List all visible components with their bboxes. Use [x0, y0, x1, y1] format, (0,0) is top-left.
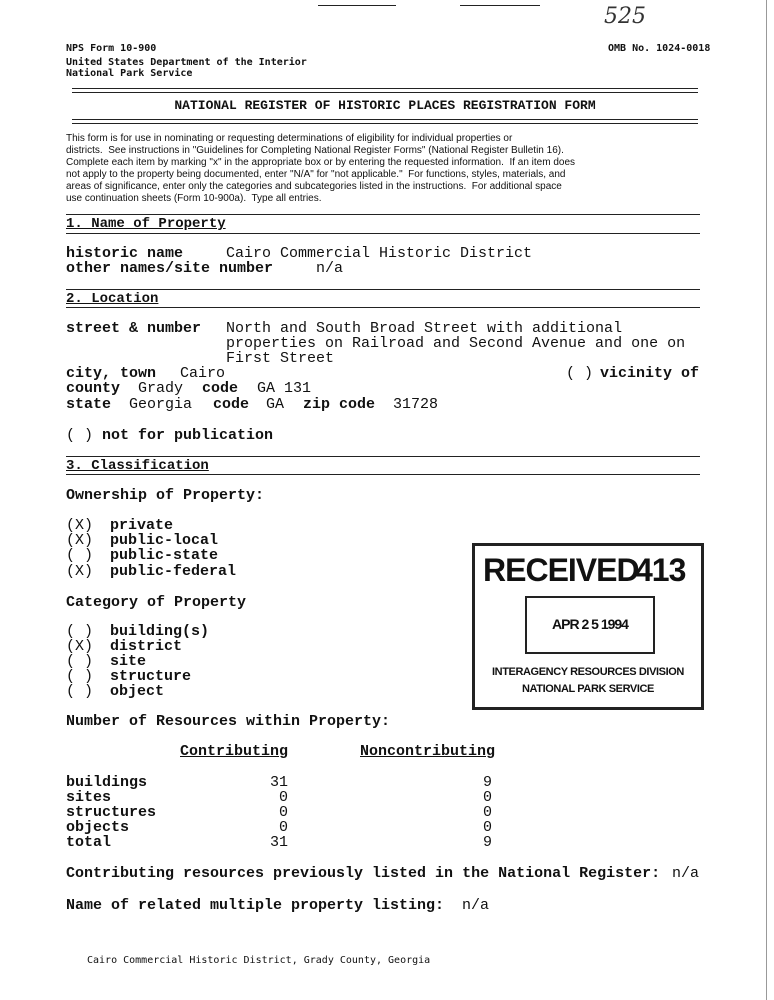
resource-row-label: sites [66, 789, 112, 806]
instruction-line: This form is for use in nominating or requesting determinations of eligibility for individual properties or [66, 133, 513, 144]
ownership-checkbox[interactable]: ( ) [66, 547, 94, 564]
zip-label: zip code [303, 396, 376, 413]
stamp-service: NATIONAL PARK SERVICE [522, 683, 654, 695]
state-code-label: code [213, 396, 250, 413]
contributing-header: Contributing [180, 743, 289, 760]
stamp-number: 413 [635, 552, 686, 588]
instruction-line: Complete each item by marking "x" in the appropriate box or by entering the requested information. If an item does [66, 157, 576, 168]
resource-row-label: objects [66, 819, 130, 836]
city-label: city, town [66, 365, 157, 382]
title-rule-top [72, 88, 698, 93]
stamp-division: INTERAGENCY RESOURCES DIVISION [492, 666, 684, 678]
section-2-heading: 2. Location [66, 291, 159, 307]
category-checkbox[interactable]: ( ) [66, 653, 94, 670]
ownership-option: public-local [110, 532, 219, 549]
section-rule [66, 214, 700, 215]
related-listing-value: n/a [462, 897, 490, 914]
department: United States Department of the Interior [66, 57, 307, 68]
noncontributing-count: 9 [482, 834, 492, 851]
instructions [66, 133, 706, 205]
instruction-line: districts. See instructions in "Guidelines for Completing National Register Forms" (National Register Bulletin 16). [66, 145, 564, 156]
form-title: NATIONAL REGISTER OF HISTORIC PLACES REGISTRATION FORM [174, 98, 596, 113]
stamp-date-box [525, 596, 655, 654]
ownership-option: public-state [110, 547, 219, 564]
other-names-label: other names/site number [66, 260, 274, 277]
ownership-checkbox[interactable]: (X) [66, 532, 94, 549]
vicinity-label: vicinity of [600, 365, 700, 382]
category-checkbox[interactable]: ( ) [66, 683, 94, 700]
instruction-line: areas of significance, enter only the categories and subcategories listed in the instructions. For additional space [66, 181, 562, 192]
vicinity-checkbox[interactable]: ( ) [566, 365, 594, 382]
historic-name-value: Cairo Commercial Historic District [226, 245, 533, 262]
scan-mark-line [318, 5, 396, 6]
title-rule-bottom [72, 119, 698, 124]
street-line: North and South Broad Street with additional [226, 320, 623, 337]
section-rule [66, 289, 700, 290]
resource-row-label: structures [66, 804, 157, 821]
noncontributing-header: Noncontributing [360, 743, 496, 760]
category-checkbox[interactable]: (X) [66, 638, 94, 655]
footer-text: Cairo Commercial Historic District, Grady County, Georgia [87, 955, 431, 966]
category-option: site [110, 653, 147, 670]
agency: National Park Service [66, 68, 193, 79]
instruction-line: use continuation sheets (Form 10-900a). Type all entries. [66, 193, 322, 204]
received-stamp [472, 543, 704, 710]
ownership-option: public-federal [110, 563, 237, 580]
contributing-count: 0 [278, 804, 288, 821]
historic-name-label: historic name [66, 245, 184, 262]
resources-label: Number of Resources within Property: [66, 713, 391, 730]
contributing-count: 0 [278, 789, 288, 806]
category-label: Category of Property [66, 594, 247, 611]
street-label: street & number [66, 320, 202, 337]
category-checkbox[interactable]: ( ) [66, 623, 94, 640]
contributing-count: 31 [269, 774, 288, 791]
state-label: state [66, 396, 112, 413]
county-label: county [66, 380, 121, 397]
category-checkbox[interactable]: ( ) [66, 668, 94, 685]
category-option: district [110, 638, 183, 655]
omb-number: OMB No. 1024-0018 [608, 43, 711, 54]
state-code-value: GA [266, 396, 285, 413]
ownership-checkbox[interactable]: (X) [66, 563, 94, 580]
county-value: Grady [138, 380, 184, 397]
noncontributing-count: 0 [482, 789, 492, 806]
section-rule [66, 474, 700, 475]
city-value: Cairo [180, 365, 226, 382]
instruction-line: not apply to the property being documented, enter "N/A" for "not applicable." For functions, styles, materials, and [66, 169, 566, 180]
category-option: building(s) [110, 623, 210, 640]
contributing-count: 31 [269, 834, 288, 851]
ownership-checkbox[interactable]: (X) [66, 517, 94, 534]
ownership-option: private [110, 517, 174, 534]
category-option: structure [110, 668, 192, 685]
scan-edge-line [766, 0, 767, 1000]
street-line: First Street [226, 350, 335, 367]
not-for-publication-label: not for publication [102, 427, 274, 444]
previously-listed-value: n/a [672, 865, 700, 882]
resource-row-label: buildings [66, 774, 148, 791]
handwritten-number: 525 [604, 4, 646, 29]
noncontributing-count: 0 [482, 804, 492, 821]
form-number: NPS Form 10-900 [66, 43, 157, 54]
related-listing-label: Name of related multiple property listing: [66, 897, 445, 914]
not-for-publication-checkbox[interactable]: ( ) [66, 427, 94, 444]
street-line: properties on Railroad and Second Avenue and one on [226, 335, 686, 352]
previously-listed-label: Contributing resources previously listed in the National Register: [66, 865, 661, 882]
contributing-count: 0 [278, 819, 288, 836]
resource-row-label: total [66, 834, 112, 851]
county-code-label: code [202, 380, 239, 397]
stamp-received-label: RECEIVED [483, 552, 639, 588]
section-1-heading: 1. Name of Property [66, 216, 226, 232]
noncontributing-count: 0 [482, 819, 492, 836]
category-option: object [110, 683, 165, 700]
scan-mark-line [460, 5, 540, 6]
ownership-label: Ownership of Property: [66, 487, 265, 504]
section-3-heading: 3. Classification [66, 458, 209, 474]
section-rule [66, 307, 700, 308]
stamp-date: APR 2 5 1994 [552, 616, 628, 632]
section-rule [66, 456, 700, 457]
county-code-value: GA 131 [257, 380, 312, 397]
zip-value: 31728 [393, 396, 439, 413]
state-value: Georgia [129, 396, 193, 413]
section-rule [66, 233, 700, 234]
other-names-value: n/a [316, 260, 344, 277]
noncontributing-count: 9 [482, 774, 492, 791]
